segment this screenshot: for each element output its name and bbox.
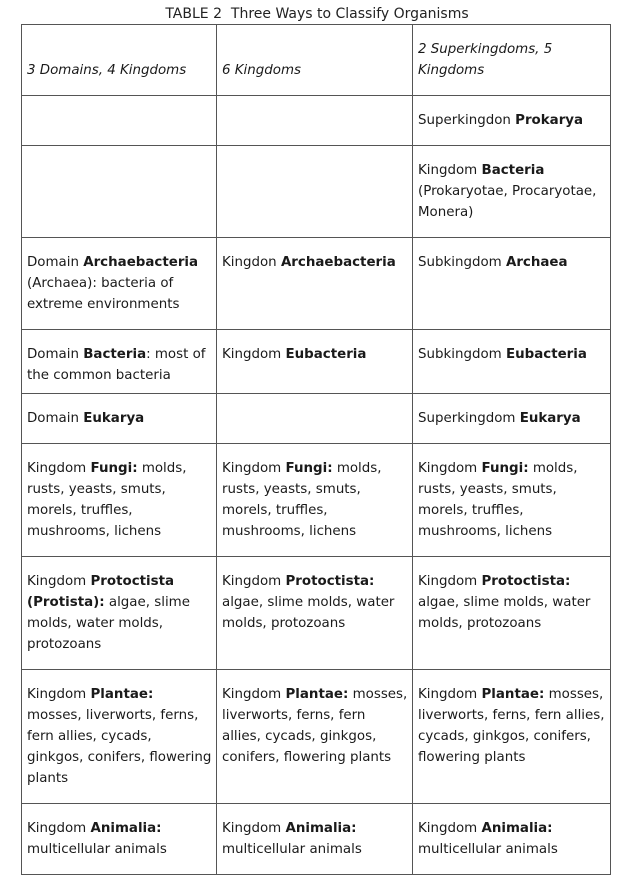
table-row	[22, 238, 611, 330]
table-cell: Kingdom Animalia: multicellular animals	[22, 804, 217, 875]
table-label: TABLE 2	[165, 6, 222, 22]
table-cell: Kingdom Plantae: mosses, liverworts, ferns, fern allies, cycads, ginkgos, conifers, flowering plants	[22, 670, 217, 804]
table-cell	[217, 394, 413, 444]
table-cell: Subkingdom Archaea	[413, 238, 611, 330]
table-row	[22, 444, 611, 557]
table-cell: Kingdom Protoctista (Protista): algae, slime molds, water molds, protozoans	[22, 557, 217, 670]
table-cell: Kingdom Protoctista: algae, slime molds, water molds, protozoans	[217, 557, 413, 670]
table-row	[22, 330, 611, 394]
table-cell	[217, 146, 413, 238]
table-caption	[0, 4, 634, 24]
table-cell: Domain Archaebacteria (Archaea): bacteria of extreme environments	[22, 238, 217, 330]
table-cell	[217, 96, 413, 146]
table-cell: Kingdom Eubacteria	[217, 330, 413, 394]
table-row	[22, 96, 611, 146]
table-cell: Superkingdon Prokarya	[413, 96, 611, 146]
table-cell: Superkingdom Eukarya	[413, 394, 611, 444]
table-row	[22, 394, 611, 444]
table-cell: Kingdom Bacteria (Prokaryotae, Procaryotae, Monera)	[413, 146, 611, 238]
table-row	[22, 804, 611, 875]
table-cell: Kingdon Archaebacteria	[217, 238, 413, 330]
table-row	[22, 557, 611, 670]
table-cell: Kingdom Fungi: molds, rusts, yeasts, smuts, morels, truffles, mushrooms, lichens	[217, 444, 413, 557]
table-cell: Kingdom Animalia: multicellular animals	[413, 804, 611, 875]
table-title: Three Ways to Classify Organisms	[230, 6, 469, 22]
table-cell: Domain Eukarya	[22, 394, 217, 444]
table-cell	[22, 96, 217, 146]
table-cell: Kingdom Protoctista: algae, slime molds, water molds, protozoans	[413, 557, 611, 670]
column-header: 2 Superkingdoms, 5 Kingdoms	[413, 25, 611, 96]
table-cell: Domain Bacteria: most of the common bacteria	[22, 330, 217, 394]
table-cell: Subkingdom Eubacteria	[413, 330, 611, 394]
table-cell: Kingdom Animalia: multicellular animals	[217, 804, 413, 875]
table-cell: Kingdom Fungi: molds, rusts, yeasts, smuts, morels, truffles, mushrooms, lichens	[22, 444, 217, 557]
table-cell: Kingdom Plantae: mosses, liverworts, ferns, fern allies, cycads, ginkgos, conifers, flowering plants	[413, 670, 611, 804]
table-row	[22, 670, 611, 804]
table-cell: Kingdom Plantae: mosses, liverworts, ferns, fern allies, cycads, ginkgos, conifers, flowering plants	[217, 670, 413, 804]
table-cell: Kingdom Fungi: molds, rusts, yeasts, smuts, morels, truffles, mushrooms, lichens	[413, 444, 611, 557]
column-header: 3 Domains, 4 Kingdoms	[22, 25, 217, 96]
column-header: 6 Kingdoms	[217, 25, 413, 96]
table-row	[22, 146, 611, 238]
table-cell	[22, 146, 217, 238]
classification-table	[21, 24, 611, 875]
header-row	[22, 25, 611, 96]
